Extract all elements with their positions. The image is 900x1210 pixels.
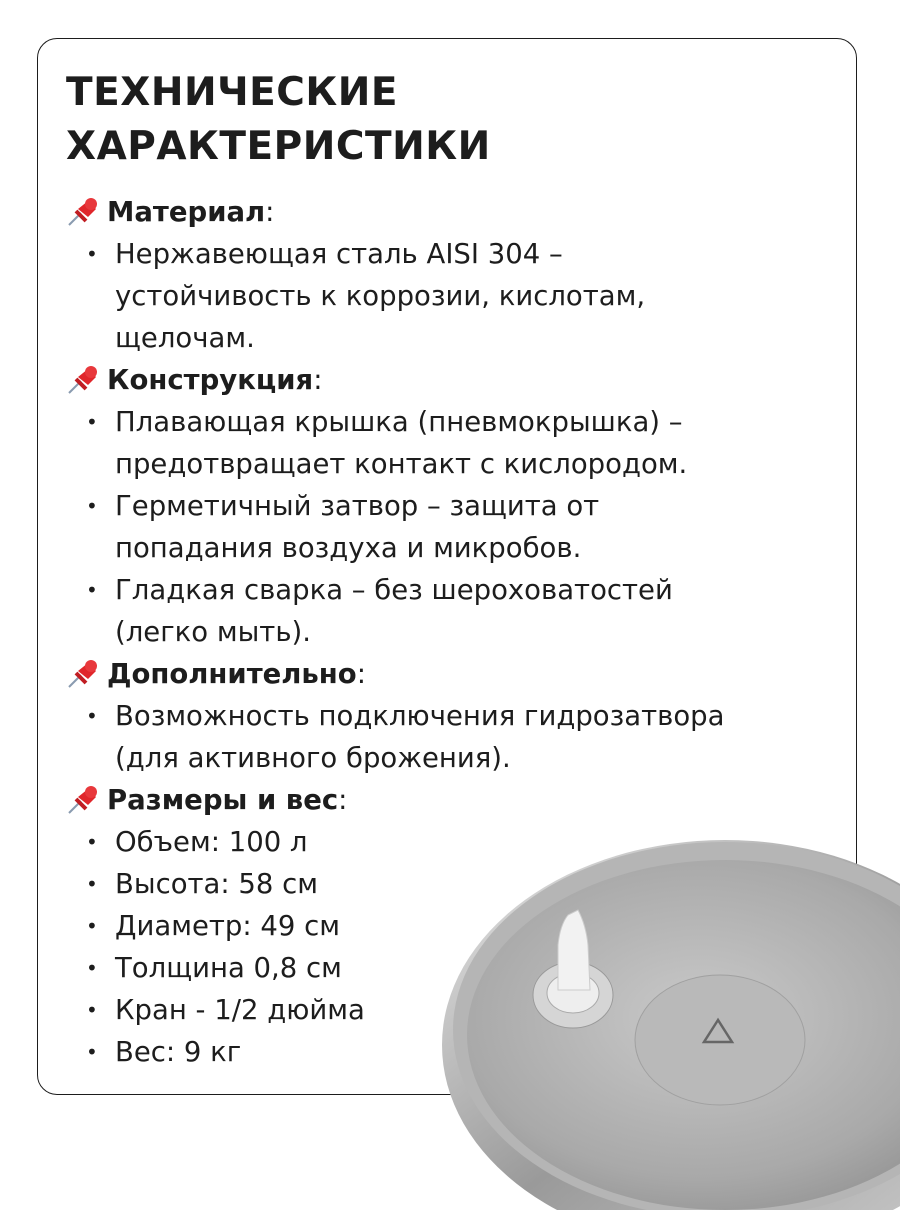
list-item xyxy=(66,233,866,275)
list-item-continuation xyxy=(66,527,866,569)
bullet-dot: • xyxy=(86,956,98,980)
bullet-dot: • xyxy=(86,494,98,518)
list-item-text: устойчивость к коррозии, кислотам, xyxy=(115,280,646,312)
list-item-text: Плавающая крышка (пневмокрышка) – xyxy=(115,406,683,438)
list-item xyxy=(66,695,866,737)
section-heading xyxy=(66,779,866,821)
list-item-text: Объем: 100 л xyxy=(115,826,308,858)
colon: : xyxy=(356,658,366,690)
list-item-text: предотвращает контакт с кислородом. xyxy=(115,448,688,480)
list-item-text: Герметичный затвор – защита от xyxy=(115,490,600,522)
colon: : xyxy=(338,784,348,816)
list-item-text: Толщина 0,8 см xyxy=(115,952,342,984)
list-item-text: Вес: 9 кг xyxy=(115,1036,242,1068)
bullet-dot: • xyxy=(86,830,98,854)
list-item-text: Нержавеющая сталь AISI 304 – xyxy=(115,238,563,270)
list-item-text: (для активного брожения). xyxy=(115,742,511,774)
section-heading-text: Материал xyxy=(107,196,266,228)
floating-lid-image xyxy=(440,830,900,1210)
bullet-dot: • xyxy=(86,998,98,1022)
title-line: ХАРАКТЕРИСТИКИ xyxy=(66,124,491,169)
list-item-continuation xyxy=(66,317,866,359)
list-item xyxy=(66,485,866,527)
list-item-text: (легко мыть). xyxy=(115,616,312,648)
section-heading-text: Размеры и вес xyxy=(107,784,339,816)
list-item-text: Высота: 58 см xyxy=(115,868,319,900)
bullet-dot: • xyxy=(86,914,98,938)
list-item-continuation xyxy=(66,737,866,779)
list-item-text: Кран - 1/2 дюйма xyxy=(115,994,365,1026)
section-heading xyxy=(66,359,866,401)
list-item xyxy=(66,569,866,611)
list-item-text: Диаметр: 49 см xyxy=(115,910,340,942)
section-heading xyxy=(66,191,866,233)
section-heading xyxy=(66,653,866,695)
list-item-text: щелочам. xyxy=(115,322,255,354)
colon: : xyxy=(265,196,275,228)
list-item-continuation xyxy=(66,275,866,317)
list-item-text: Гладкая сварка – без шероховатостей xyxy=(115,574,673,606)
section-heading-text: Дополнительно xyxy=(107,658,357,690)
bullet-dot: • xyxy=(86,872,98,896)
list-item-text: попадания воздуха и микробов. xyxy=(115,532,582,564)
page-title xyxy=(66,66,491,174)
bullet-dot: • xyxy=(86,1040,98,1064)
bullet-dot: • xyxy=(86,410,98,434)
section-heading-text: Конструкция xyxy=(107,364,314,396)
colon: : xyxy=(313,364,323,396)
pushpin-icon xyxy=(66,365,100,395)
bullet-dot: • xyxy=(86,578,98,602)
list-item-continuation xyxy=(66,611,866,653)
bullet-dot: • xyxy=(86,242,98,266)
list-item xyxy=(66,401,866,443)
title-line: ТЕХНИЧЕСКИЕ xyxy=(66,70,399,115)
list-item-continuation xyxy=(66,443,866,485)
list-item-text: Возможность подключения гидрозатвора xyxy=(115,700,725,732)
bullet-dot: • xyxy=(86,704,98,728)
pushpin-icon xyxy=(66,659,100,689)
pushpin-icon xyxy=(66,785,100,815)
pushpin-icon xyxy=(66,197,100,227)
